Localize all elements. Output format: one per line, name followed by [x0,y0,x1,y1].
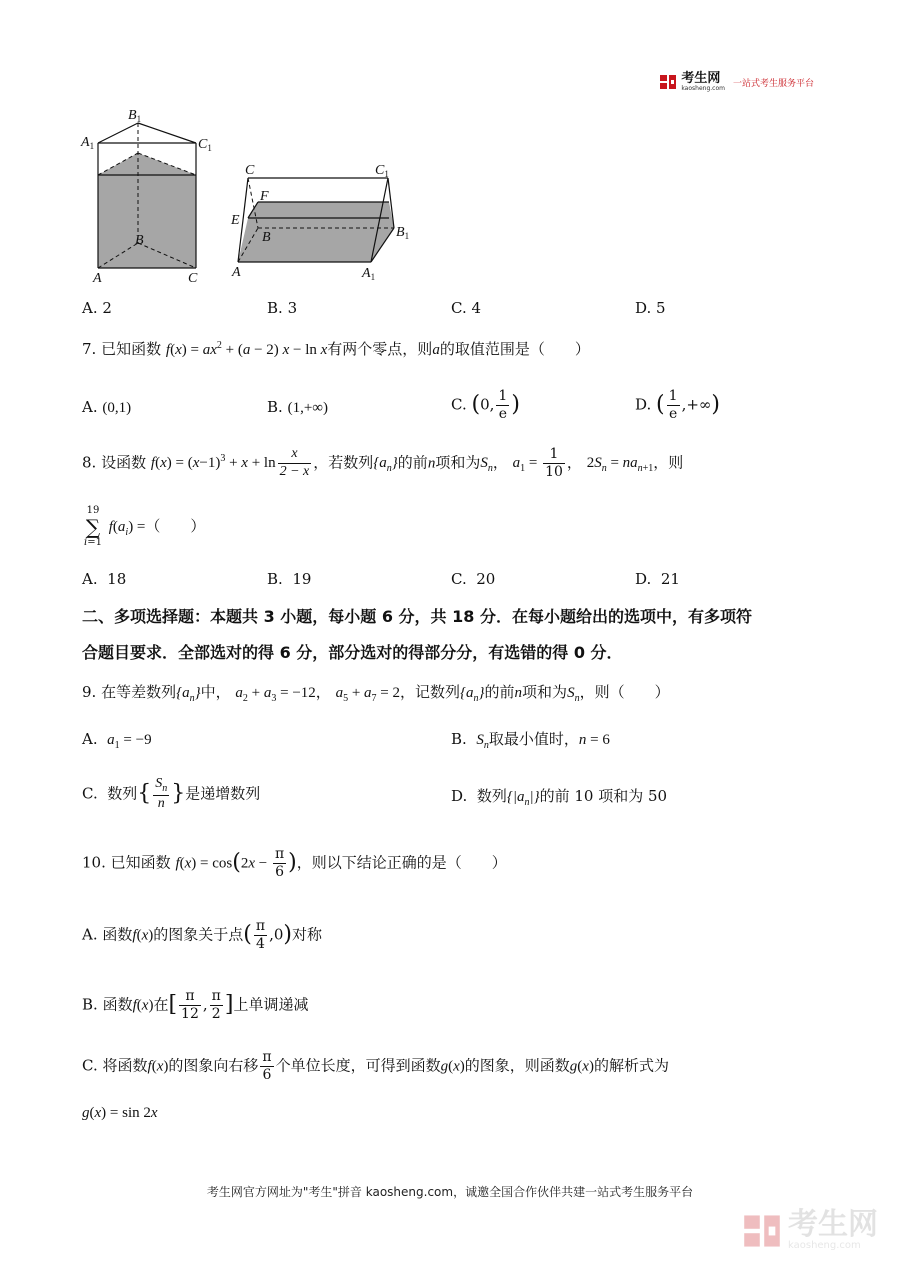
watermark [742,1207,878,1251]
watermark-url: kaosheng.com [788,1240,861,1251]
q8-sum: 19 ∑ i=1 $f(a_i)$ =（ ） [84,505,206,548]
label-b: B [135,233,144,248]
q10-option-c-formula: g(x) = sin 2x [82,1105,158,1121]
q7-option-a[interactable]: A. (0,1) [82,398,132,416]
q7-stem: 7. 已知函数 $f(x) = ax^2 + (a - 2) x - \ln x$有两个零点，则a的取值范围是（ ） [82,340,590,358]
prism-shaded-face [98,153,196,268]
q8-option-a[interactable]: A. 18 [82,570,127,588]
brand-slogan: 一站式考生服务平台 [732,78,814,89]
q7-option-d[interactable]: D. ( $\frac{1}{e}$ ,+∞) [635,388,720,422]
footer-text: 考生网官方网址为"考生"拼音 kaosheng.com，诚邀全国合作伙伴共建一站式考生服务平台 [206,1185,694,1199]
prism-figure [78,105,228,290]
label-b: B [262,230,271,245]
q9-option-c[interactable]: C. 数列{ $\frac{S_n}{n}$ }是递增数列 [82,776,261,811]
box-figure [228,160,423,285]
q9-stem: 9. 在等差数列$\{a_n\}$中， $a_2 + a_3 = -12$， $a_5 + a_7 = 2$，记数列$\{a_n\}$的前n项和为$S_n$，则（ ） [82,683,670,704]
label-e: E [231,213,240,228]
q10-stem: 10. 已知函数 f(x) = cos(2x − $\frac{\pi}{6}$ )，则以下结论正确的是（ ） [82,846,507,880]
q8-option-b[interactable]: B. 19 [267,570,312,588]
label-a1: $A_1$ [81,135,95,151]
q8-stem: 8. 设函数 $f(x) = (x-1)^3 + x + \ln$ $\frac{x}{2 - x}$ ，若数列$\{a_n\}$的前n项和为$S_n$， $a_1$ = $\frac{1}{10}$ ， $2S_n = na_{n+1}$，则 [82,446,684,480]
label-c1: $C_1$ [375,163,389,179]
label-b1: $B_1$ [128,108,142,124]
label-c: C [188,271,198,286]
q10-option-b[interactable]: B. 函数f(x)在[ $\frac{\pi}{12}$ , $\frac{\pi}{2}$ ]上单调递减 [82,988,309,1022]
label-a: A [232,265,241,280]
q6-option-c[interactable]: C. 4 [451,299,482,317]
q6-option-a[interactable]: A. 2 [82,299,112,317]
brand-url: kaosheng.com [681,85,725,92]
watermark-logo-icon [742,1211,782,1251]
q6-option-b[interactable]: B. 3 [267,299,298,317]
q9-option-d[interactable]: D. 数列$\{|a_n|\}$的前 10 项和为 50 [451,787,668,808]
label-f: F [260,189,269,204]
label-c: C [245,163,255,178]
label-c1: $C_1$ [198,137,212,153]
section2-heading-line2: 合题目要求．全部选对的得 6 分，部分选对的得部分分，有选错的得 0 分． [82,643,623,662]
q6-option-d[interactable]: D. 5 [635,299,666,317]
q10-option-a[interactable]: A. 函数f(x)的图象关于点( $\frac{\pi}{4}$ ,0)对称 [82,918,322,952]
kaosheng-logo-icon [659,73,677,91]
q7-option-b[interactable]: B. (1,+∞) [267,398,328,416]
section2-heading: 二、多项选择题：本题共 3 小题，每小题 6 分，共 18 分．在每小题给出的选项中，有多项符 [82,607,752,626]
q8-option-c[interactable]: C. 20 [451,570,496,588]
label-b1: $B_1$ [396,225,410,241]
header-logo [659,72,814,92]
label-a1: $A_1$ [362,266,376,282]
watermark-text: 考生网 [788,1207,878,1242]
q9-option-a[interactable]: A. $a_1 = -9$ [82,730,152,751]
q8-option-d[interactable]: D. 21 [635,570,680,588]
label-a: A [93,271,102,286]
q9-option-b[interactable]: B. $S_n$取最小值时，n = 6 [451,730,610,751]
q7-option-c[interactable]: C. (0, $\frac{1}{e}$ ) [451,388,520,422]
brand-name: 考生网 [681,71,721,86]
q10-option-c[interactable]: C. 将函数f(x)的图象向右移 $\frac{\pi}{6}$ 个单位长度，可得到函数g(x)的图象，则函数g(x)的解析式为 [82,1049,669,1083]
